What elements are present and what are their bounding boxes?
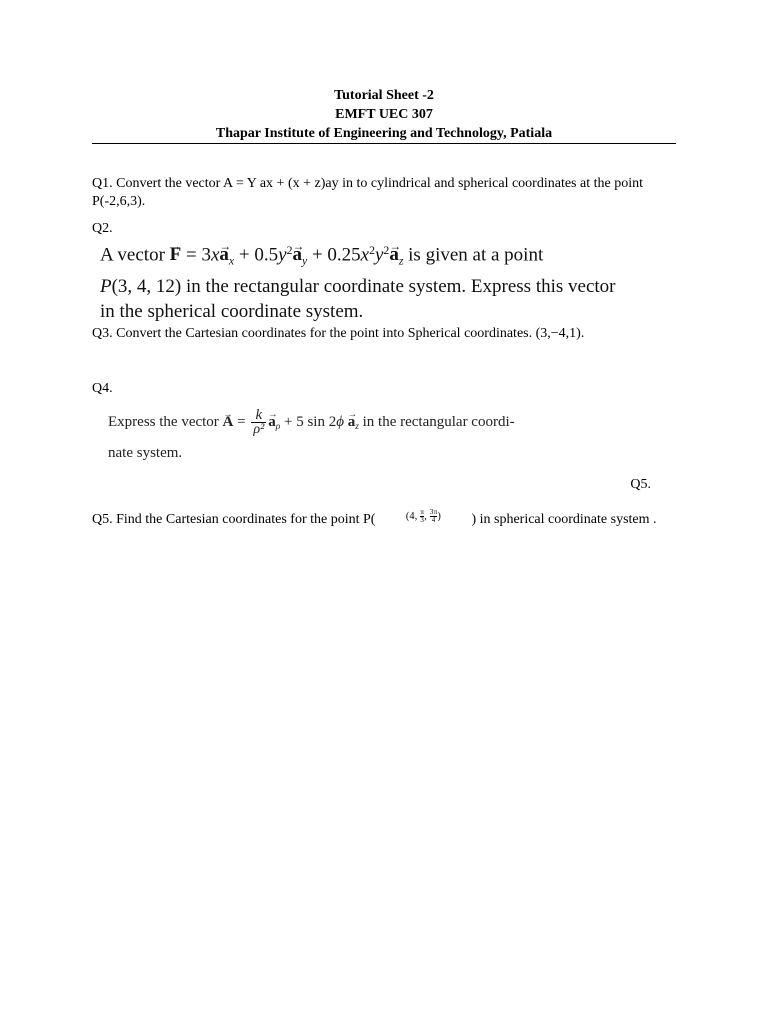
q2-line-2: P(3, 4, 12) in the rectangular coordinate system. Express this vector: [100, 275, 616, 297]
document-header: [92, 86, 676, 143]
q2-line-3: in the spherical coordinate system.: [100, 300, 364, 322]
q2-line-1: A vector → $F = 3x\to a_x + 0.5y^2\to a_y + 0.25x^2y^2\to a_z$ is given at a point: [100, 238, 672, 274]
question-5: Q5. Find the Cartesian coordinates for the point P( (4, $\frac{\pi}{3}$ , $\frac{3\pi}{4}$ ) ) in spherical coordinate system .: [92, 508, 657, 527]
question-4-equation: [108, 408, 680, 466]
question-3: Q3. Convert the Cartesian coordinates for the point into Spherical coordinates. (3,−4,1).: [92, 326, 585, 341]
sheet-title: Tutorial Sheet -2: [334, 88, 434, 103]
question-1: Q1. Convert the vector A = Y ax + (x + z)ay in to cylindrical and spherical coordinates at the point P(-2,6,3).: [92, 176, 643, 209]
header-divider: [92, 143, 676, 144]
q4-line-1: Express the vector → A = $\frac{k}{\text{ρ²}}$ → $a_\rho + 5$ $\sin 2\phi \to a_z$ in the rectangular coordi-: [108, 408, 680, 440]
question-2-equation: [100, 238, 672, 324]
question-5-right-label: Q5.: [630, 477, 651, 492]
spherical-point-image: (4, $\frac{\pi}{3}$ , $\frac{3\pi}{4}$ ): [405, 508, 442, 525]
q4-fraction: $\frac{k}{\text{ρ²}}$: [253, 407, 265, 437]
institute-name: Thapar Institute of Engineering and Technology, Patiala: [215, 126, 553, 141]
question-4-label: Q4.: [92, 381, 113, 396]
question-2-label: Q2.: [92, 221, 113, 236]
q4-line-2: nate system.: [108, 445, 183, 462]
course-code: EMFT UEC 307: [335, 107, 433, 122]
